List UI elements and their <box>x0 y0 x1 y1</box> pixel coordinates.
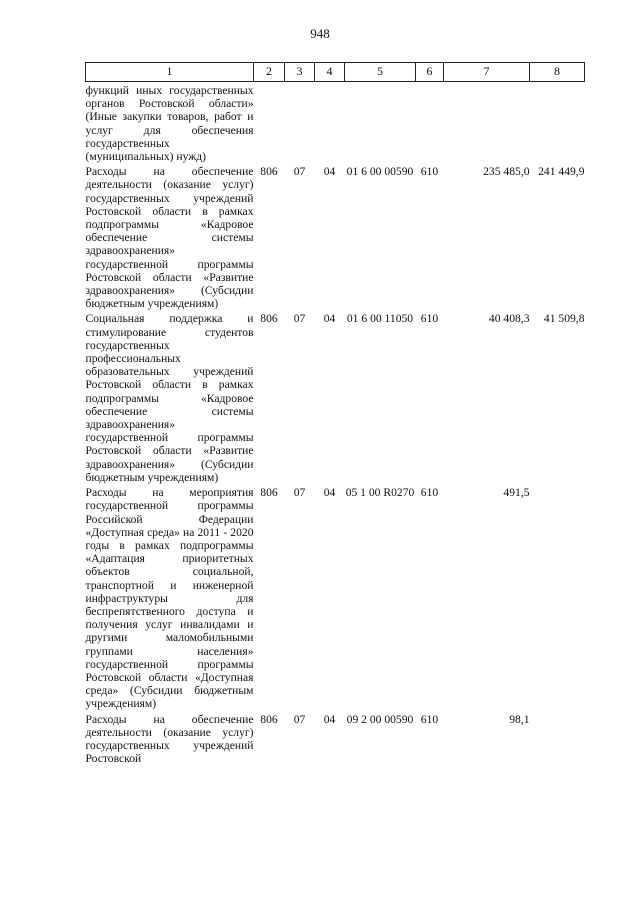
row-subsection-code: 04 <box>323 486 336 500</box>
row-section-code: 07 <box>293 486 306 500</box>
table-row <box>86 163 585 310</box>
column-header-7: 7 <box>444 63 530 82</box>
row-target-article: 01 6 00 00590 <box>346 165 414 179</box>
row-section-code: 07 <box>293 312 306 326</box>
row-expense-type: 610 <box>420 312 439 326</box>
header-row <box>86 63 585 82</box>
row-section-code <box>285 82 315 164</box>
row-description: Расходы на мероприятия государственной программы Российской Федерации «Доступная среда» на 2011 - 2020 годы в рамках подпрограммы «Адаптация приоритетных объектов социальной, транспортной и инженерной инфраструктуры для беспрепятственного доступа и получения услуг инвалидами и другими маломобильными группами населения» государственной программы Ростовской области «Доступная среда» (Субсидии бюджетным учреждениям) <box>85 486 254 711</box>
row-description: функций иных государственных органов Ростовской области» (Иные закупки товаров, работ и услуг для обеспечения государственных (муниципальных) нужд) <box>85 84 254 164</box>
row-section-code: 07 <box>293 165 306 179</box>
row-ministry-code <box>254 82 285 164</box>
column-header-8: 8 <box>530 63 585 82</box>
row-expense-type: 610 <box>420 165 439 179</box>
row-amount-year1: 491,5 <box>503 486 530 500</box>
row-subsection-code: 04 <box>323 712 336 726</box>
row-amount-year1: 40 408,3 <box>488 312 530 326</box>
row-target-article: 05 1 00 R0270 <box>345 486 415 500</box>
column-header-3: 3 <box>285 63 315 82</box>
row-target-article: 09 2 00 00590 <box>346 712 414 726</box>
row-expense-type: 610 <box>420 712 439 726</box>
row-target-article <box>345 82 416 164</box>
row-expense-type <box>416 82 444 164</box>
row-amount-year2: 241 449,9 <box>538 165 585 179</box>
row-description: Расходы на обеспечение деятельности (оказание услуг) государственных учреждений Ростовской <box>85 712 254 766</box>
row-ministry-code: 806 <box>260 486 278 500</box>
column-header-2: 2 <box>254 63 285 82</box>
table-row <box>86 82 585 164</box>
row-ministry-code: 806 <box>260 712 278 726</box>
row-amount-year2 <box>530 82 585 164</box>
row-expense-type: 610 <box>420 486 439 500</box>
column-header-5: 5 <box>345 63 416 82</box>
row-target-article: 01 6 00 11050 <box>346 312 414 326</box>
column-header-1: 1 <box>86 63 254 82</box>
table-row <box>86 711 585 766</box>
row-description: Расходы на обеспечение деятельности (оказание услуг) государственных учреждений Ростовской области в рамках подпрограммы «Кадровое обеспечение системы здравоохранения» государственной программы Ростовской области «Развитие здравоохранения» (Субсидии бюджетным учреждениям) <box>85 165 254 311</box>
row-amount-year1: 98,1 <box>509 712 530 726</box>
row-subsection-code <box>315 82 345 164</box>
row-amount-year2 <box>530 484 585 710</box>
row-description: Социальная поддержка и стимулирование студентов государственных профессиональных образовательных учреждений Ростовской области в рамках подпрограммы «Кадровое обеспечение системы здравоохранения» государственной программы Ростовской области «Развитие здравоохранения» (Субсидии бюджетным учреждениям) <box>85 312 254 484</box>
row-subsection-code: 04 <box>323 165 336 179</box>
row-amount-year1 <box>444 82 530 164</box>
table-row <box>86 484 585 710</box>
row-ministry-code: 806 <box>260 165 278 179</box>
page-number: 948 <box>310 26 330 41</box>
table-row <box>86 310 585 484</box>
row-subsection-code: 04 <box>323 312 336 326</box>
budget-table <box>85 62 585 765</box>
row-amount-year2 <box>530 711 585 766</box>
row-amount-year2: 41 509,8 <box>543 312 585 326</box>
row-ministry-code: 806 <box>260 312 278 326</box>
column-header-4: 4 <box>315 63 345 82</box>
row-amount-year1: 235 485,0 <box>483 165 530 179</box>
column-header-6: 6 <box>416 63 444 82</box>
row-section-code: 07 <box>293 712 306 726</box>
